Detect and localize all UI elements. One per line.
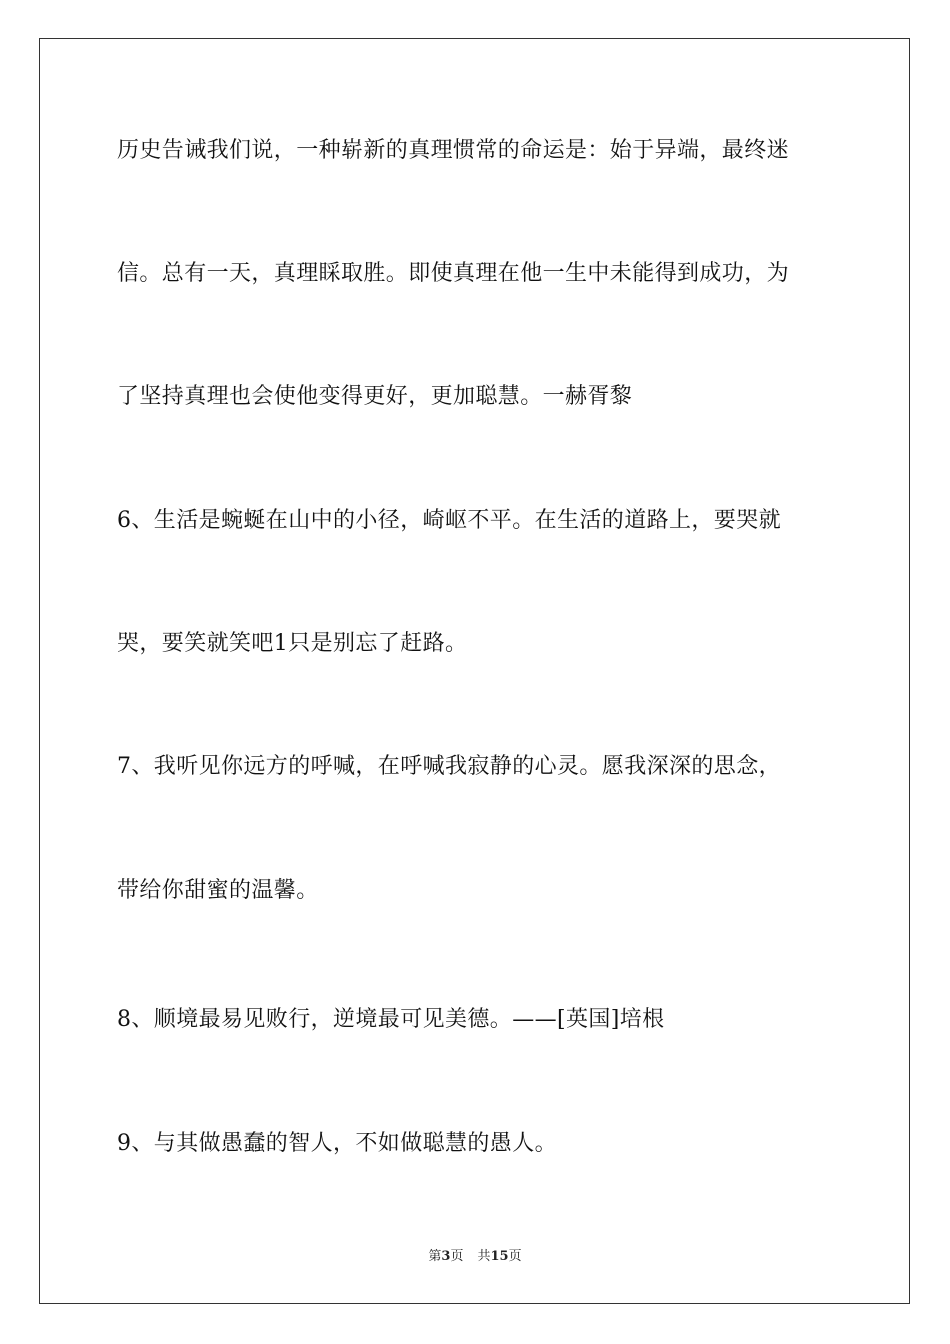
page-prefix: 第	[428, 1249, 442, 1264]
total-prefix: 共	[477, 1249, 491, 1264]
page-border	[39, 38, 910, 1304]
body-line-3: 了坚持真理也会使他变得更好，更加聪慧。一赫胥黎	[117, 384, 633, 409]
body-line-7: 带给你甜蜜的温馨。	[117, 878, 319, 903]
body-line-1: 历史告诫我们说，一种崭新的真理惯常的命运是：始于异端，最终迷	[117, 138, 790, 163]
total-pages: 15	[490, 1249, 509, 1264]
body-line-5: 哭，要笑就笑吧1只是别忘了赶路。	[117, 631, 468, 656]
body-line-8: 8、顺境最易见败行，逆境最可见美德。——[英国]培根	[117, 1007, 665, 1032]
page-number: 3	[441, 1249, 451, 1264]
body-line-6: 7、我听见你远方的呼喊，在呼喊我寂静的心灵。愿我深深的思念，	[117, 754, 781, 779]
body-line-4: 6、生活是蜿蜒在山中的小径，崎岖不平。在生活的道路上，要哭就	[117, 508, 781, 533]
page-suffix: 页	[450, 1249, 464, 1264]
total-suffix: 页	[508, 1249, 522, 1264]
body-line-9: 9、与其做愚蠢的智人，不如做聪慧的愚人。	[117, 1131, 557, 1156]
body-line-2: 信。总有一天，真理睬取胜。即使真理在他一生中未能得到成功，为	[117, 261, 790, 286]
page-footer	[0, 1248, 950, 1266]
